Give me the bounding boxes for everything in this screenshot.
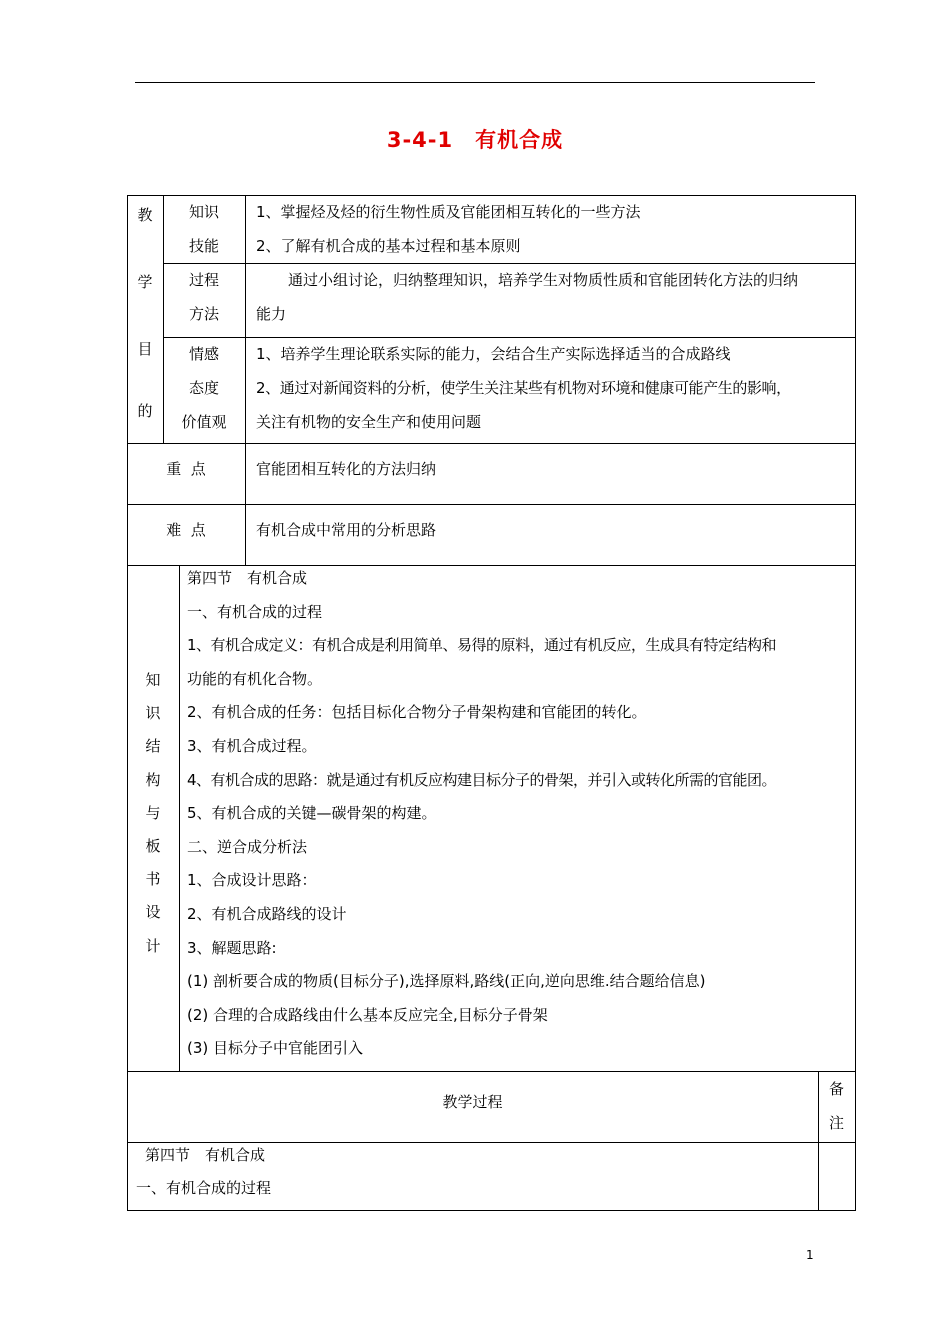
remark-label-char: 注 bbox=[828, 1114, 844, 1132]
objectives-label-char: 目 bbox=[137, 340, 153, 358]
difficulty-label: 难 点 bbox=[166, 521, 206, 539]
structure-label-char: 板 bbox=[145, 837, 161, 856]
process-body-text: 第四节 有机合成 一、有机合成的过程 bbox=[136, 1146, 272, 1197]
page-title: 3-4-1 有机合成 bbox=[386, 128, 564, 152]
knowledge-label: 知识 技能 bbox=[188, 203, 219, 255]
page-number: 1 bbox=[806, 1248, 814, 1262]
emotion-text: 1、培养学生理论联系实际的能力，会结合生产实际选择适当的合成路线 2、通过对新闻资料的分析，使学生关注某些有机物对环境和健康可能产生的影响， 关注有机物的安全生产和使用问题 bbox=[256, 345, 791, 431]
difficulty-text: 有机合成中常用的分析思路 bbox=[256, 521, 437, 539]
structure-label-char: 书 bbox=[145, 870, 161, 889]
structure-label bbox=[127, 664, 179, 963]
knowledge-text: 1、掌握烃及烃的衍生物性质及官能团相互转化的一些方法 2、了解有机合成的基本过程和基本原则 bbox=[256, 203, 641, 255]
key-point-text: 官能团相互转化的方法归纳 bbox=[256, 460, 437, 478]
emotion-label: 情感 态度 价值观 bbox=[181, 345, 227, 431]
structure-label-char: 识 bbox=[145, 704, 161, 723]
header-rule bbox=[135, 82, 815, 83]
structure-label-char: 计 bbox=[145, 936, 161, 955]
process-header-label: 教学过程 bbox=[442, 1093, 503, 1111]
process-text: 通过小组讨论，归纳整理知识，培养学生对物质性质和官能团转化方法的归纳 能力 bbox=[256, 271, 799, 323]
structure-label-char: 与 bbox=[145, 803, 161, 822]
process-label: 过程 方法 bbox=[188, 271, 219, 323]
key-point-label: 重 点 bbox=[166, 460, 206, 478]
objectives-label-char: 的 bbox=[137, 402, 153, 420]
objectives-label-char: 教 bbox=[137, 206, 153, 224]
remark-label bbox=[818, 1072, 855, 1140]
structure-label-char: 知 bbox=[145, 671, 161, 689]
remark-label-char: 备 bbox=[828, 1080, 844, 1098]
structure-label-char: 构 bbox=[145, 770, 161, 789]
objectives-label-char: 学 bbox=[137, 273, 153, 291]
objectives-label bbox=[127, 200, 163, 426]
structure-text: 第四节 有机合成 一、有机合成的过程 1、有机合成定义：有机合成是利用简单、易得的原料，通过有机反应，生成具有特定结构和 功能的有机化合物。 2、有机合成的任务：包括目标化合物分子骨架构建和官能团的转化。 3、有机合成过程。 4、有机合成的思路：就是通过有机反应构建目标分子的骨架，并引入或转化所需的官能团。 5、有机合成的关键—碳骨架的构建。 二、逆合成分析法 1、合成设计思路： 2、有机合成路线的设计 3、解题思路: (1) 剖析要合成的物质(目标分子),选择原料,路线(正向,逆向思维.结合题给信息) (2) 合理的合成路线由什么基本反应完全,目标分子骨架 (3) 目标分子中官能团引入 bbox=[187, 569, 777, 1058]
structure-label-char: 设 bbox=[145, 903, 161, 922]
structure-label-char: 结 bbox=[145, 737, 161, 756]
